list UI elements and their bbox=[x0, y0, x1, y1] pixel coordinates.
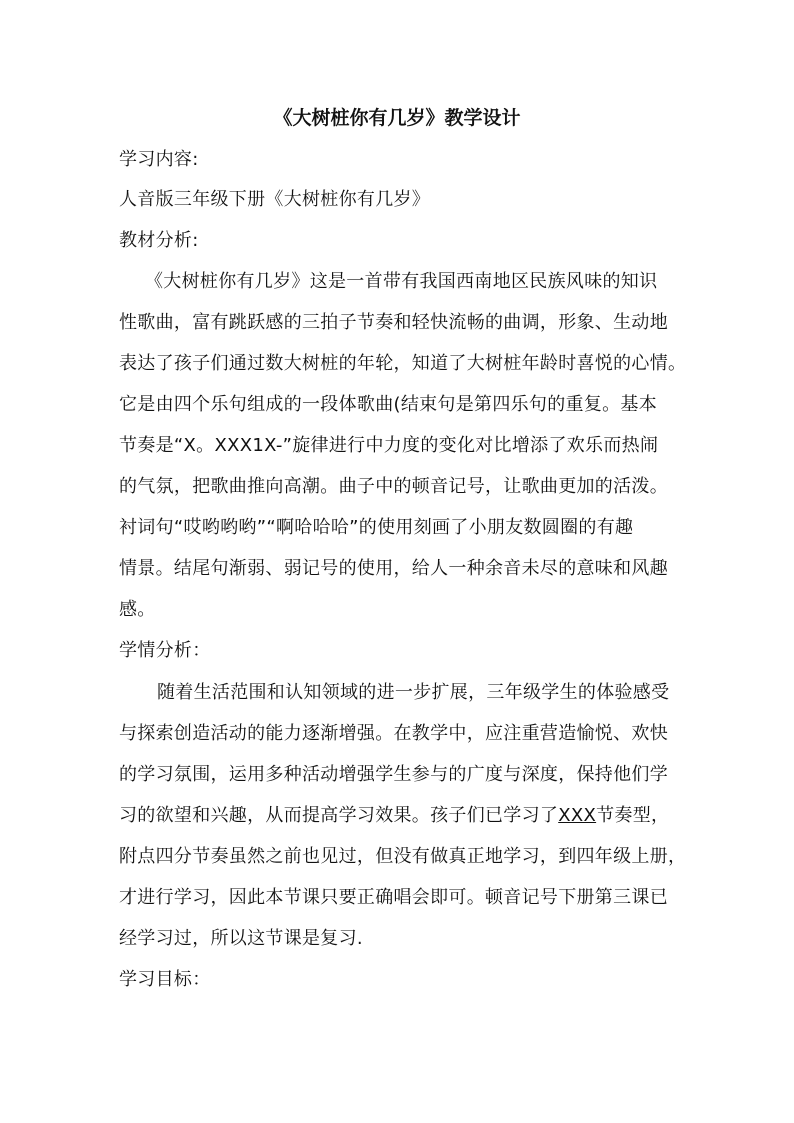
material-line: 情景。结尾句渐弱、弱记号的使用，给人一种余音未尽的意味和风趣 bbox=[119, 558, 668, 579]
material-line: 性歌曲，富有跳跃感的三拍子节奏和轻快流畅的曲调，形象、生动地 bbox=[119, 312, 668, 333]
learner-line: 与探索创造活动的能力逐渐增强。在教学中，应注重营造愉悦、欢快 bbox=[119, 723, 668, 744]
learner-line-text: 习的欲望和兴趣，从而提高学习效果。孩子们已学习了 bbox=[119, 805, 559, 826]
material-line: 的气氛，把歌曲推向高潮。曲子中的顿音记号，让歌曲更加的活泼。 bbox=[119, 476, 668, 497]
content-heading: 学习内容: bbox=[119, 149, 199, 170]
learner-line-tail: 节奏型， bbox=[596, 805, 670, 826]
learner-heading: 学情分析： bbox=[119, 640, 211, 661]
material-line: 节奏是“X。XXX1X-”旋律进行中力度的变化对比增添了欢乐而热闹 bbox=[119, 435, 659, 456]
material-line: 它是由四个乐句组成的一段体歌曲(结束句是第四乐句的重复。基本 bbox=[119, 394, 658, 415]
rhythm-pattern: XXX bbox=[558, 805, 597, 826]
material-heading: 教材分析: bbox=[119, 230, 199, 251]
content-text: 人音版三年级下册《大树桩你有几岁》 bbox=[119, 189, 431, 210]
learner-line: 的学习氛围，运用多种活动增强学生参与的广度与深度，保持他们学 bbox=[119, 764, 668, 785]
material-line: 感。 bbox=[119, 599, 156, 620]
material-line: 表达了孩子们通过数大树桩的年轮，知道了大树桩年龄时喜悦的心情。 bbox=[119, 353, 687, 374]
material-line: 《大树桩你有几岁》这是一首带有我国西南地区民族风味的知识 bbox=[145, 271, 658, 292]
goals-heading: 学习目标： bbox=[119, 969, 211, 990]
learner-line: 经学习过，所以这节课是复习. bbox=[119, 928, 363, 949]
learner-line-with-rhythm bbox=[119, 802, 689, 830]
learner-line: 附点四分节奏虽然之前也见过，但没有做真正地学习，到四年级上册， bbox=[119, 846, 687, 867]
document-title: 《大树桩你有几岁》教学设计 bbox=[273, 107, 521, 129]
learner-line: 随着生活范围和认知领域的进一步扩展，三年级学生的体验感受 bbox=[157, 682, 670, 703]
learner-line: 才进行学习，因此本节课只要正确唱会即可。顿音记号下册第三课已 bbox=[119, 887, 668, 908]
material-line: 衬词句“哎哟哟哟”“啊哈哈哈”的使用刻画了小朋友数圆圈的有趣 bbox=[119, 517, 634, 538]
